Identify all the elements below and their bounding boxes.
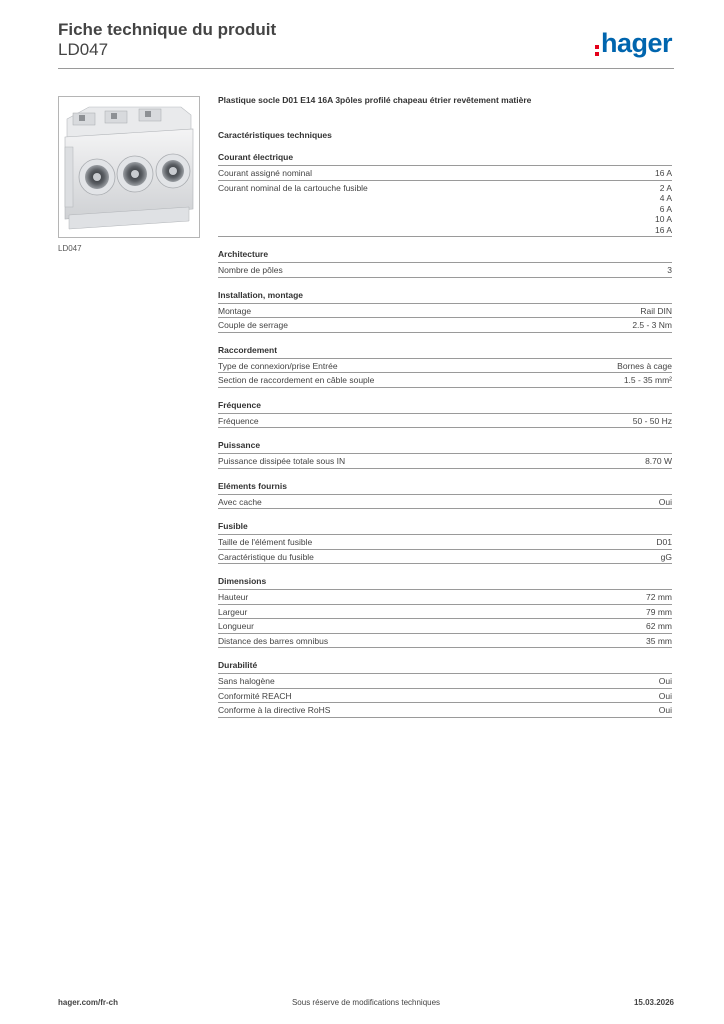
spec-label: Distance des barres omnibus [218,635,329,646]
spec-label: Taille de l'élément fusible [218,537,313,547]
spec-label: Nombre de pôles [218,265,283,275]
document-title: Fiche technique du produit [58,20,277,39]
spec-row [218,689,672,704]
spec-row [218,263,672,278]
spec-value: gG [660,551,672,562]
spec-values [646,636,672,647]
section-title: Courant électrique [218,152,672,166]
spec-label: Sans halogène [218,676,275,686]
image-caption: LD047 [58,244,82,253]
spec-value: Oui [658,676,672,686]
spec-values [656,537,672,548]
section-title: Architecture [218,249,672,263]
spec-value: Rail DIN [640,305,672,316]
spec-label: Caractéristique du fusible [218,551,314,562]
spec-label: Type de connexion/prise Entrée [218,360,338,371]
spec-label: Largeur [218,606,248,617]
spec-value: 10 A [654,214,672,224]
spec-row [218,674,672,689]
fuse-base-illustration [59,97,199,237]
spec-label: Fréquence [218,415,259,426]
spec-label: Hauteur [218,592,249,602]
spec-row [218,550,672,565]
spec-values [645,456,672,467]
spec-row [218,590,672,605]
spec-label: Courant nominal de la cartouche fusible [218,182,368,193]
spec-values [624,375,672,386]
section-title: Installation, montage [218,290,672,304]
spec-value: 6 A [659,203,672,214]
spec-row [218,495,672,510]
spec-section [218,249,672,278]
spec-label: Conformité REACH [218,690,292,701]
spec-row [218,359,672,374]
spec-values [667,265,672,276]
spec-value: 2 A [659,182,672,193]
spec-label: Avec cache [218,496,262,507]
spec-label: Couple de serrage [218,320,288,330]
spec-row [218,454,672,469]
spec-value: 4 A [659,193,672,203]
spec-row [218,304,672,319]
spec-row [218,605,672,620]
spec-section [218,152,672,237]
spec-section [218,400,672,429]
footer-disclaimer: Sous réserve de modifications techniques [291,998,441,1007]
spec-values [661,552,672,563]
logo-text: hager [600,28,672,58]
spec-value: 3 [667,265,672,275]
page-header [58,20,674,60]
spec-values [655,168,672,179]
spec-value: D01 [656,537,672,547]
spec-values [646,621,672,632]
spec-value: Oui [658,705,672,715]
spec-label: Longueur [218,621,254,631]
spec-value: Oui [658,496,672,507]
logo-dots-icon [595,45,599,56]
spec-values [617,361,672,372]
spec-row [218,181,672,238]
spec-section [218,290,672,333]
hager-logo [595,28,672,59]
spec-sections [218,152,672,718]
section-title: Raccordement [218,345,672,359]
spec-section [218,345,672,388]
spec-row [218,703,672,718]
spec-value: 16 A [654,224,672,235]
spec-row [218,619,672,634]
technical-characteristics-heading: Caractéristiques techniques [218,130,332,140]
spec-value: 50 - 50 Hz [632,415,672,426]
spec-row [218,373,672,388]
section-title: Eléments fournis [218,481,672,495]
spec-label: Courant assigné nominal [218,168,313,178]
spec-value: 62 mm [646,621,672,631]
spec-label: Puissance dissipée totale sous IN [218,456,346,466]
section-title: Fusible [218,521,672,535]
spec-row [218,414,672,429]
spec-row [218,634,672,649]
spec-value: Oui [658,690,672,701]
spec-label: Montage [218,305,252,316]
footer-date: 15.03.2026 [633,998,674,1007]
spec-row [218,318,672,333]
spec-value: 8.70 W [645,456,672,466]
spec-value: 79 mm [646,606,672,617]
spec-value: Bornes à cage [617,360,672,371]
spec-values [659,676,672,687]
product-image [58,96,200,238]
spec-values [659,705,672,716]
spec-values [640,306,672,317]
spec-value: 2.5 - 3 Nm [632,320,672,330]
spec-section [218,440,672,469]
section-title: Fréquence [218,400,672,414]
spec-values [655,183,672,236]
spec-content [218,95,672,718]
spec-value: 16 A [654,168,672,178]
section-title: Dimensions [218,576,672,590]
spec-label: Section de raccordement en câble souple [218,375,375,385]
spec-values [659,497,672,508]
product-reference: LD047 [58,40,109,59]
spec-value: 1.5 - 35 mm² [623,375,672,385]
section-title: Puissance [218,440,672,454]
spec-values [633,416,672,427]
spec-value: 35 mm [646,635,672,646]
spec-section [218,521,672,564]
spec-row [218,166,672,181]
spec-values [646,607,672,618]
spec-row [218,535,672,550]
spec-section [218,660,672,718]
spec-value: 72 mm [646,592,672,602]
spec-section [218,481,672,510]
spec-values [646,592,672,603]
header-divider [58,68,674,69]
spec-values [632,320,672,331]
spec-values [659,691,672,702]
spec-section [218,576,672,648]
section-title: Durabilité [218,660,672,674]
product-description: Plastique socle D01 E14 16A 3pôles profilé chapeau étrier revêtement matière [218,95,532,105]
footer-website: hager.com/fr-ch [58,998,119,1007]
spec-label: Conforme à la directive RoHS [218,705,331,715]
